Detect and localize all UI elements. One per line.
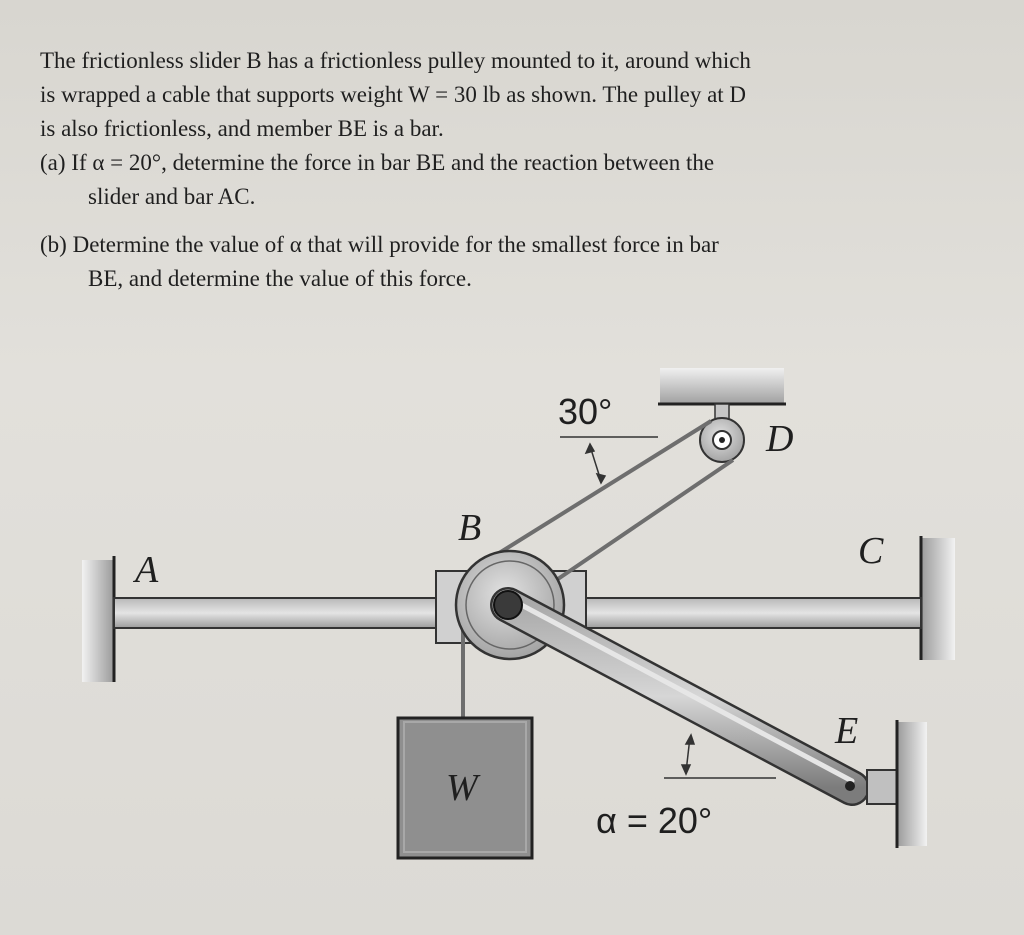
angle-alpha-label: α = 20° (596, 800, 713, 841)
wall-e-shading (897, 722, 927, 846)
intro-line-3: is also frictionless, and member BE is a bar. (40, 116, 444, 141)
part-b-text-2: BE, and determine the value of this force. (88, 266, 472, 291)
wall-e (867, 720, 927, 848)
angle-30-arrowhead-bottom (597, 474, 605, 483)
angle-30-label: 30° (558, 391, 613, 432)
pulley-d (700, 404, 744, 462)
part-b-text-1: Determine the value of α that will provide for the smallest force in bar (72, 232, 719, 257)
part-a-label: (a) (40, 150, 66, 175)
bar-be-body (508, 605, 852, 788)
angle-alpha-arrowhead-bottom (682, 765, 690, 774)
ceiling-d (658, 368, 786, 404)
label-a: A (135, 549, 159, 591)
wall-a-shading (82, 560, 114, 682)
label-b: B (458, 507, 482, 549)
pin-e (845, 781, 855, 791)
cable-upper-segment (496, 421, 711, 555)
part-b-label: (b) (40, 232, 67, 257)
wall-c-shading (921, 538, 955, 660)
label-w: W (446, 767, 478, 809)
cable-lower-segment (555, 460, 733, 581)
angle-30-arrowhead-top (586, 444, 594, 453)
bracket-e (867, 770, 897, 804)
angle-alpha-arrowhead-top (686, 735, 694, 744)
wall-a (82, 556, 114, 682)
part-a-text-2: slider and bar AC. (88, 184, 256, 209)
intro-line-1: The frictionless slider B has a frictionless pulley mounted to it, around which (40, 48, 751, 73)
label-e: E (835, 710, 859, 752)
label-d: D (766, 418, 794, 460)
wall-c (921, 536, 955, 660)
intro-line-2: is wrapped a cable that supports weight W = 30 lb as shown. The pulley at D (40, 82, 747, 107)
pulley-d-pin (719, 437, 725, 443)
label-c: C (858, 530, 884, 572)
pin-b (494, 591, 522, 619)
angle-30-annotation (560, 437, 658, 483)
ceiling-shading (660, 368, 784, 404)
part-a-text-1: If α = 20°, determine the force in bar BE and the reaction between the (71, 150, 715, 175)
